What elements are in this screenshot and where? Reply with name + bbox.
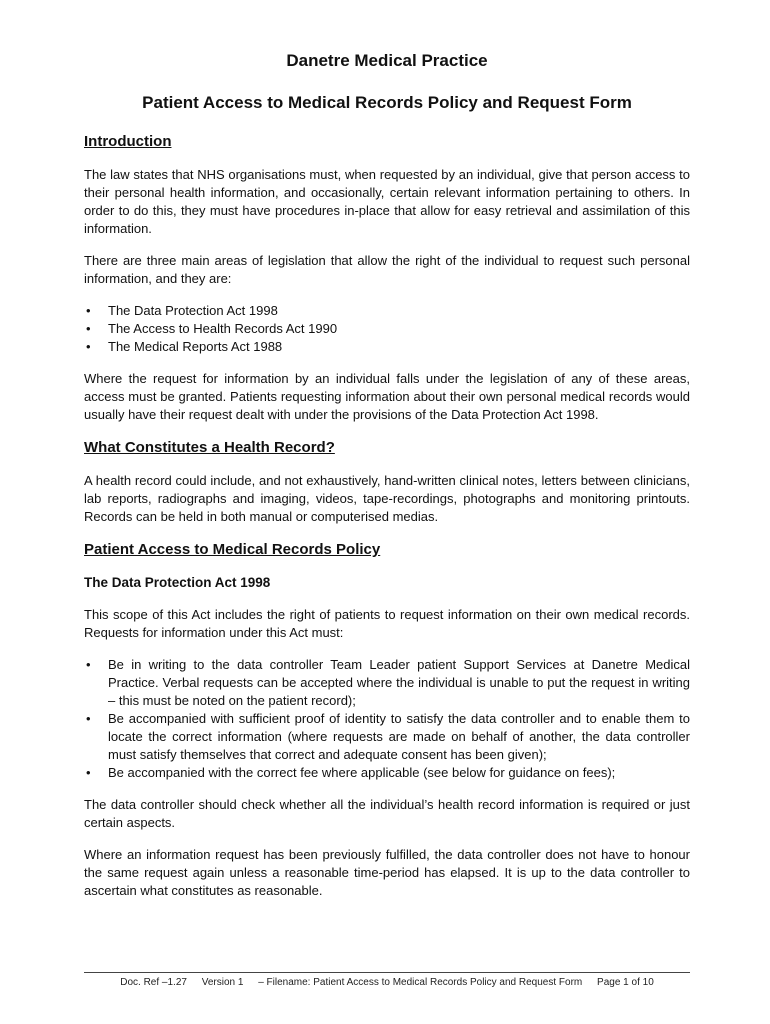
- list-item: [84, 764, 690, 782]
- policy-paragraph-2: The data controller should check whether all the individual’s health record information is required or just certain aspects.: [84, 797, 690, 830]
- bullet-icon: •: [86, 303, 91, 318]
- bullet-icon: •: [86, 321, 91, 336]
- request-requirements-list: [84, 656, 690, 782]
- bullet-icon: •: [86, 711, 91, 726]
- footer-version: Version 1: [201, 977, 244, 988]
- health-record-paragraph: A health record could include, and not exhaustively, hand-written clinical notes, letters between clinicians, lab reports, radiographs and imaging, videos, tape-recordings, photographs and monitoring printouts. Records can be held in both manual or computerised medias.: [84, 473, 690, 524]
- list-item-text: The Data Protection Act 1998: [108, 303, 278, 318]
- list-item-text: Be in writing to the data controller Team Leader patient Support Services at Danetre Medical Practice. Verbal requests can be accepted where the individual is unable to put the request in writing – this must be noted on the patient record);: [108, 657, 690, 708]
- introduction-paragraph-2: There are three main areas of legislation that allow the right of the individual to request such personal information, and they are:: [84, 253, 690, 286]
- bullet-icon: •: [86, 765, 91, 780]
- document-body: [84, 46, 690, 900]
- practice-name: Danetre Medical Practice: [286, 51, 488, 70]
- introduction-heading: Introduction: [84, 133, 172, 150]
- document-title: Patient Access to Medical Records Policy and Request Form: [142, 93, 632, 112]
- list-item-text: The Medical Reports Act 1988: [108, 339, 283, 354]
- list-item: [84, 656, 690, 710]
- list-item-text: Be accompanied with sufficient proof of identity to satisfy the data controller and to enable them to locate the correct information (where requests are made on behalf of another, the data controller must satisfy themselves that correct and adequate consent has been given);: [108, 711, 690, 762]
- policy-subheading: The Data Protection Act 1998: [84, 575, 271, 590]
- policy-paragraph-3: Where an information request has been previously fulfilled, the data controller does not have to honour the same request again unless a reasonable time-period has elapsed. It is up to the data controller to ascertain what constitutes as reasonable.: [84, 847, 690, 898]
- page-footer: [84, 972, 690, 990]
- legislation-list: [84, 302, 690, 356]
- introduction-paragraph-3: Where the request for information by an individual falls under the legislation of any of these areas, access must be granted. Patients requesting information about their own personal medical records would usually have their request dealt with under the provisions of the Data Protection Act 1998.: [84, 371, 690, 422]
- list-item-text: Be accompanied with the correct fee where applicable (see below for guidance on fees);: [108, 765, 616, 780]
- list-item: [84, 320, 690, 338]
- policy-heading: Patient Access to Medical Records Policy: [84, 541, 381, 558]
- footer-page-number: Page 1 of 10: [597, 977, 654, 988]
- list-item-text: The Access to Health Records Act 1990: [108, 321, 338, 336]
- policy-paragraph-1: This scope of this Act includes the right of patients to request information on their own medical records. Requests for information under this Act must:: [84, 607, 690, 640]
- introduction-paragraph-1: The law states that NHS organisations must, when requested by an individual, give that person access to their personal health information, and occasionally, certain relevant information pertaining to others. In order to do this, they must have procedures in-place that allow for easy retrieval and assimilation of this information.: [84, 167, 690, 236]
- list-item: [84, 338, 690, 356]
- list-item: [84, 710, 690, 764]
- list-item: [84, 302, 690, 320]
- footer-filename: – Filename: Patient Access to Medical Records Policy and Request Form: [258, 977, 583, 988]
- bullet-icon: •: [86, 339, 91, 354]
- bullet-icon: •: [86, 657, 91, 672]
- footer-doc-ref: Doc. Ref –1.27: [120, 977, 187, 988]
- health-record-heading: What Constitutes a Health Record?: [84, 439, 335, 456]
